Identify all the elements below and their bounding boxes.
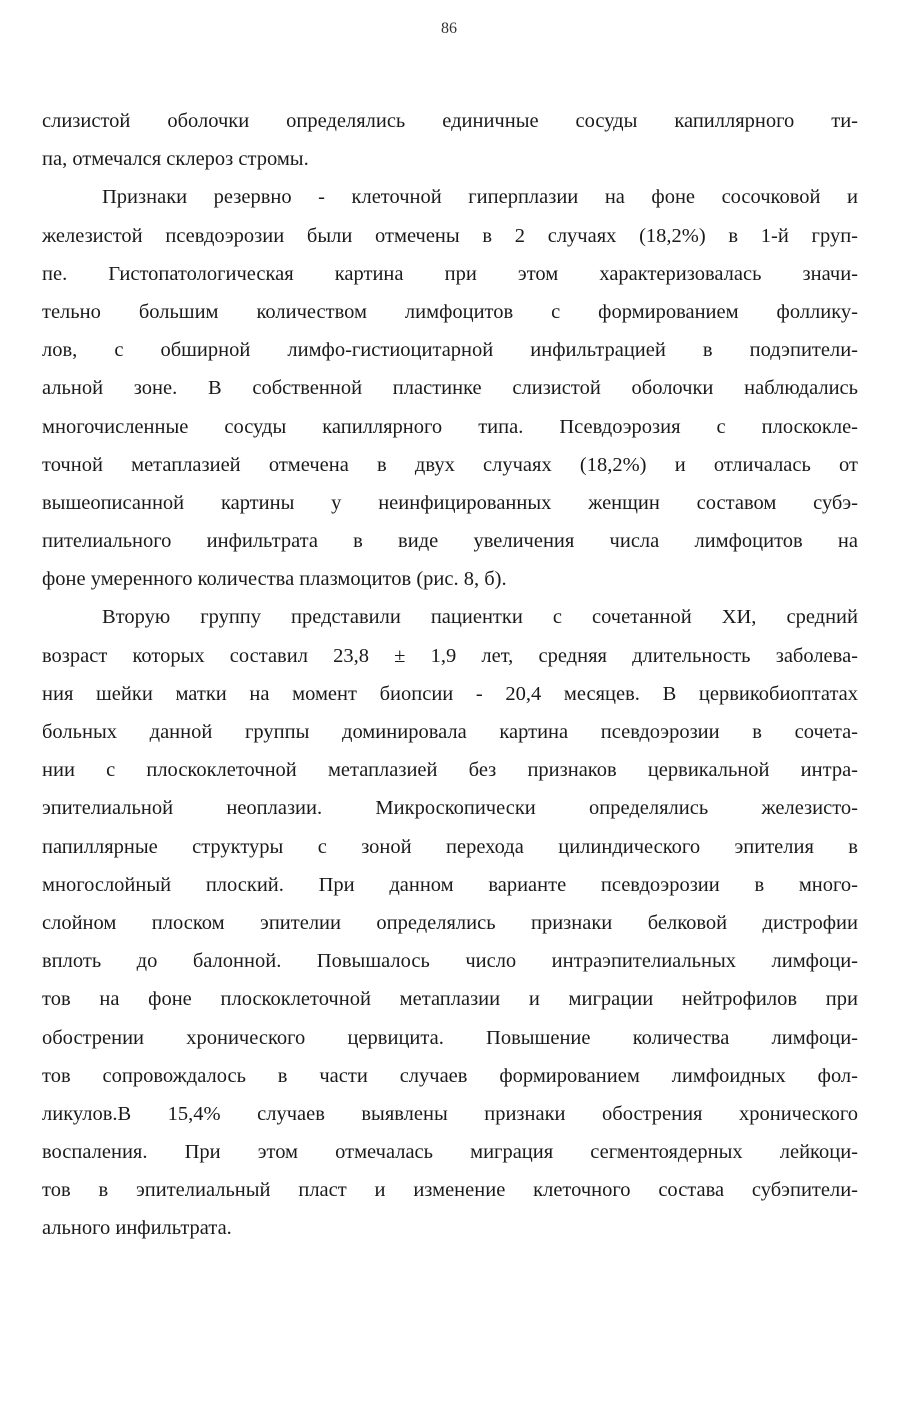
text-line: пе. Гистопатологическая картина при этом характеризовалась значи- bbox=[42, 262, 858, 285]
text-line: тов на фоне плоскоклеточной метаплазии и миграции нейтрофилов при bbox=[42, 988, 858, 1011]
text-line: слизистой оболочки определялись единичные сосуды капиллярного ти- bbox=[42, 110, 858, 132]
text-line: альной зоне. В собственной пластинке слизистой оболочки наблюдались bbox=[42, 377, 858, 400]
text-line: точной метаплазией отмечена в двух случаях (18,2%) и отличалась от bbox=[42, 453, 858, 476]
text-line: многослойный плоский. При данном варианте псевдоэрозии в много- bbox=[42, 873, 858, 896]
text-line: железистой псевдоэрозии были отмечены в 2 случаях (18,2%) в 1-й груп- bbox=[42, 224, 858, 247]
text-line: пителиального инфильтрата в виде увеличения числа лимфоцитов на bbox=[42, 530, 858, 553]
text-line: ния шейки матки на момент биопсии - 20,4 месяцев. В цервикобиоптатах bbox=[42, 682, 858, 705]
page-number: 86 bbox=[441, 20, 457, 37]
text-line: па, отмечался склероз стромы. bbox=[42, 148, 309, 171]
text-line: тельно большим количеством лимфоцитов с формированием фоллику- bbox=[42, 300, 858, 323]
text-line: вплоть до балонной. Повышалось число интраэпителиальных лимфоци- bbox=[42, 950, 858, 973]
body-text bbox=[42, 102, 858, 1248]
text-line: ального инфильтрата. bbox=[42, 1217, 232, 1240]
text-line: слойном плоском эпителии определялись признаки белковой дистрофии bbox=[42, 911, 858, 934]
text-line: вышеописанной картины у неинфицированных женщин составом субэ- bbox=[42, 491, 858, 514]
text-line: нии с плоскоклеточной метаплазией без признаков цервикальной интра- bbox=[42, 759, 858, 782]
text-line: больных данной группы доминировала картина псевдоэрозии в сочета- bbox=[42, 721, 858, 743]
text-line: лов, с обширной лимфо-гистиоцитарной инфильтрацией в подэпители- bbox=[42, 339, 858, 362]
text-line: Вторую группу представили пациентки с сочетанной ХИ, средний bbox=[102, 606, 858, 629]
text-line: ликулов.В 15,4% случаев выявлены признаки обострения хронического bbox=[42, 1102, 858, 1125]
text-line: папиллярные структуры с зоной перехода цилиндического эпителия в bbox=[42, 835, 858, 858]
text-line: воспаления. При этом отмечалась миграция сегментоядерных лейкоци- bbox=[42, 1141, 858, 1164]
text-line: обострении хронического цервицита. Повышение количества лимфоци- bbox=[42, 1026, 858, 1049]
text-line: фоне умеренного количества плазмоцитов (рис. 8, б). bbox=[42, 568, 507, 591]
text-line: тов в эпителиальный пласт и изменение клеточного состава субэпители- bbox=[42, 1179, 858, 1202]
text-line: Признаки резервно - клеточной гиперплазии на фоне сосочковой и bbox=[102, 186, 858, 209]
text-line: тов сопровождалось в части случаев формированием лимфоидных фол- bbox=[42, 1064, 858, 1087]
text-line: эпителиальной неоплазии. Микроскопически определялись железисто- bbox=[42, 797, 858, 820]
text-line: многочисленные сосуды капиллярного типа. Псевдоэрозия с плоскокле- bbox=[42, 415, 858, 438]
text-line: возраст которых составил 23,8 ± 1,9 лет, средняя длительность заболева- bbox=[42, 644, 858, 667]
